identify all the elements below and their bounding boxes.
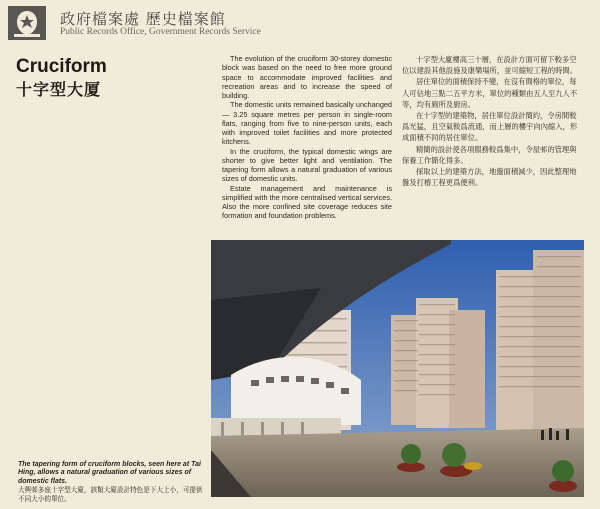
english-text-column [222, 54, 392, 221]
tai-hing-estate-photo [211, 240, 584, 497]
chinese-paragraph: 在十字型的建築物，居住單位設計簡約，令房間較爲光猛，且空氣較爲流通，而上層的樓宇向內縮入，形成面積不同的居住單位。 [402, 111, 578, 143]
english-paragraph: Estate management and maintenance is simplified with the more centralised vertical services. Also the more confined site coverage reduces site formation and foundation problems. [222, 183, 392, 221]
chinese-paragraph: 十字型大廈樓高三十層，在設計方面可留下較多空位以建設其他設施及康樂場所，並可縮短工程的時間。 [402, 55, 578, 76]
chinese-paragraph: 居住單位的面積保持不變，在沒有間格的單位，每人可佔地三點二五平方米，單位的種類由五人至九人不等，均有廁所及廚房。 [402, 77, 578, 109]
chinese-paragraph: 採取以上的建築方法，地盤面積減少，因此整理地盤及打樁工程更爲便利。 [402, 167, 577, 188]
page-title-english: Cruciform [16, 56, 107, 77]
english-paragraph: The domestic units remained basically unchanged — 3.25 square metres per person in single-room flats, ranging from five to nine-person units, each with improved toilet facilities and more protected kitchens. [222, 100, 392, 147]
caption-chinese: 大興邨多座十字型大廈，該類大廈設計特色是下大上小，可提供不同大小的單位。 [18, 486, 203, 504]
org-name-english: Public Records Office, Government Records Service [60, 27, 261, 37]
page-title-chinese: 十字型大厦 [16, 80, 102, 99]
caption-english: The tapering form of cruciform blocks, seen here at Tai Hing, allows a natural graduation of various sizes of domestic flats. [18, 461, 201, 485]
org-name-chinese: 政府檔案處 歷史檔案館 [60, 10, 226, 28]
photo-caption [18, 461, 208, 504]
government-records-service-logo-icon [8, 6, 46, 40]
chinese-paragraph: 精簡的設計使各項服務較爲集中，令屋邨的管理與保養工作簡化得多。 [402, 144, 577, 165]
english-paragraph: The evolution of the cruciform 30-storey domestic block was based on the need to free more ground space to accommodate improved facilities and recreation areas and to increase the speed of building. [222, 54, 392, 100]
chinese-text-column [402, 54, 582, 188]
archive-header [6, 6, 306, 42]
english-paragraph: In the cruciform, the typical domestic wings are shorter to give better light and ventilation. The tapering form allows a natural graduation of various sizes of domestic units. [222, 146, 392, 184]
